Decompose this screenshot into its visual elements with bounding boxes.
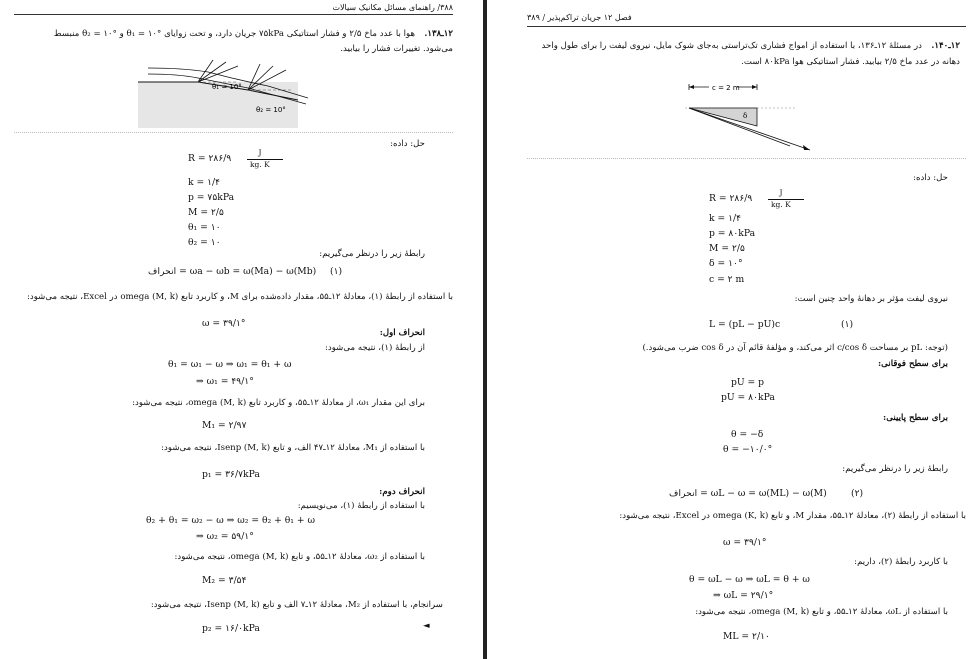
left-page [0, 0, 483, 659]
second-turn-title: انحراف دوم: [379, 487, 425, 497]
omega2-text: با استفاده از ω₂، معادلهٔ ۱۲ـ۵۵، و تابع omega (M, k)، نتیجه می‌شود: [174, 552, 425, 562]
lift-text: نیروی لیفت مؤثر بر دهانهٔ واحد چنین است: [794, 294, 948, 304]
eq3-a: θ = ωL − ω ⇒ ωL = θ + ω [689, 574, 810, 585]
equation-2-number: (۲) [851, 488, 864, 499]
lift-equation-number: (۱) [841, 319, 854, 330]
pu-eq-b: pU = ۸۰kPa [721, 392, 775, 403]
pu-eq-a: pU = p [731, 377, 765, 388]
first-eq-b: ⇒ ω₁ = ۴۹/۱° [196, 376, 254, 387]
given-p: p = ۸۰kPa [709, 228, 756, 239]
omega-result: ω = ۳۹/۱° [202, 318, 246, 329]
omega1-text: برای این مقدار ω₁، از معادلهٔ ۱۲ـ۵۵، و کاربرد تابع omega (M, k)، نتیجه می‌شود: [132, 398, 425, 408]
use-eq2-text: با استفاده از رابطهٔ (۲)، معادلهٔ ۱۲ـ۵۵، مقدار M، و تابع omega (K, k) در Excel، نتیجه می‌شود: [619, 511, 966, 521]
upper-surface-title: برای سطح فوقانی: [877, 359, 948, 369]
delta-label: δ [743, 112, 748, 120]
omegaL-text: با استفاده از ωL، معادلهٔ ۱۲ـ۵۵، و تابع omega (M, k)، نتیجه می‌شود: [695, 607, 948, 617]
first-turn-title: انحراف اول: [379, 328, 425, 338]
M1-text: با استفاده از M₁، معادلهٔ ۱۲ـ۴۷ الف، و تابع Isenp (M, k)، نتیجه می‌شود: [161, 443, 425, 453]
given-k: k = ۱/۴ [188, 177, 221, 188]
header-rule [14, 14, 453, 15]
p1-result: p₁ = ۳۶/۷kPa [202, 469, 260, 480]
second-eq-b: ⇒ ω₂ = ۵۹/۱° [196, 531, 254, 542]
M2-result: M₂ = ۳/۵۴ [202, 575, 247, 586]
first-turn-text: از رابطهٔ (۱)، نتیجه می‌شود: [324, 343, 425, 353]
header-rule [527, 26, 966, 27]
wedge-figure [685, 78, 815, 158]
given-M: M = ۲/۵ [709, 243, 745, 254]
page-header: ۳۸۸/ راهنمای مسائل مکانیک سیالات [332, 3, 453, 12]
problem-text-cont: می‌شود. تغییرات فشار را بیابید. [340, 44, 453, 54]
solution-label: حل: داده: [390, 139, 425, 149]
given-theta1: θ₁ = ۱۰ [188, 222, 221, 233]
second-turn-text: با استفاده از رابطهٔ (۱)، می‌نویسیم: [297, 501, 425, 511]
relation-intro: رابطهٔ زیر را درنظر می‌گیریم: [842, 464, 948, 474]
given-delta: δ = ۱۰° [709, 258, 743, 269]
R-unit-denominator: kg. K [771, 200, 791, 209]
final-text: سرانجام، با استفاده از M₂، معادلهٔ ۱۲ـ۷ الف و تابع Isenp (M, k)، نتیجه می‌شود: [150, 600, 443, 610]
end-mark: ◄ [423, 621, 430, 631]
lower-surface-title: برای سطح پایینی: [883, 413, 948, 423]
p2-result: p₂ = ۱۶/۰kPa [202, 623, 260, 634]
figure-divider [527, 158, 966, 159]
page-header: فصل ۱۲ جریان تراکم‌پذیر / ۳۸۹ [527, 13, 632, 22]
problem-number: ۱۲ـ۱۴۰. [931, 41, 960, 51]
R-unit-denominator: kg. K [250, 160, 270, 169]
problem-text-cont: دهانه در عدد ماخ ۲/۵ بیابید. فشار استاتیکی هوا ۸۰kPa است. [741, 57, 960, 67]
given-k: k = ۱/۴ [709, 213, 742, 224]
solution-label: حل: داده: [913, 173, 948, 183]
apply-eq2-text: با کاربرد رابطهٔ (۲)، داریم: [854, 557, 948, 567]
second-eq-a: θ₂ + θ₁ = ω₂ − ω ⇒ ω₂ = θ₂ + θ₁ + ω [146, 515, 315, 526]
expansion-fan-figure [138, 60, 313, 130]
given-c: c = ۲ m [709, 274, 745, 285]
given-M: M = ۲/۵ [188, 207, 224, 218]
figure-divider [14, 132, 453, 133]
note-text: (توجه: pL بر مساحت c/cos δ اثر می‌کند، و مؤلفهٔ قائم آن در cos δ ضرب می‌شود.) [642, 343, 948, 353]
right-page [487, 0, 978, 659]
given-theta2: θ₂ = ۱۰ [188, 237, 221, 248]
relation-intro: رابطهٔ زیر را درنظر می‌گیریم: [319, 249, 425, 259]
theta2-label: θ₂ = 10° [256, 106, 286, 114]
chord-label: c = 2 m [712, 84, 740, 92]
use-eq1-text: با استفاده از رابطهٔ (۱)، معادلهٔ ۱۲ـ۵۵، مقدار داده‌شده برای M، و کاربرد تابع omega (M, k) در Excel، نتیجه می‌شود: [26, 292, 453, 302]
R-unit-numerator: J [258, 148, 262, 157]
equation-1-number: (۱) [330, 266, 343, 277]
theta-eq-b: θ = −۱۰/۰° [723, 444, 773, 455]
theta-eq-a: θ = −δ [731, 429, 764, 440]
theta1-label: θ₁ = 10° [212, 83, 242, 91]
given-p: p = ۷۵kPa [188, 192, 235, 203]
problem-text: در مسئلهٔ ۱۲ـ۱۳۶، با استفاده از امواج فشاری تک‌تراستی به‌جای شوک مایل، نیروی لیفت را برای طول واحد [541, 41, 922, 51]
R-unit-numerator: J [779, 188, 783, 197]
M1-result: M₁ = ۲/۹۷ [202, 420, 247, 431]
lift-equation: L = (pL − pU)c [709, 319, 781, 330]
ML-result: ML = ۲/۱۰ [723, 631, 770, 642]
given-R: R = ۲۸۶/۹ [188, 153, 232, 164]
equation-1: انحراف = ωa − ωb = ω(Ma) − ω(Mb) [148, 266, 317, 277]
first-eq-a: θ₁ = ω₁ − ω ⇒ ω₁ = θ₁ + ω [168, 359, 292, 370]
problem-number: ۱۲ـ۱۳۸. [424, 29, 453, 39]
equation-2: انحراف = ωL − ω = ω(ML) − ω(M) [669, 488, 827, 499]
given-R: R = ۲۸۶/۹ [709, 193, 753, 204]
omega-result: ω = ۳۹/۱° [723, 537, 767, 548]
problem-text: هوا با عدد ماخ ۲/۵ و فشار استاتیکی ۷۵kPa جریان دارد، و تحت زوایای θ₁ = ۱۰° و θ₂ = ۱۰° منبسط [53, 29, 415, 39]
eq3-b: ⇒ ωL = ۲۹/۱° [713, 590, 774, 601]
